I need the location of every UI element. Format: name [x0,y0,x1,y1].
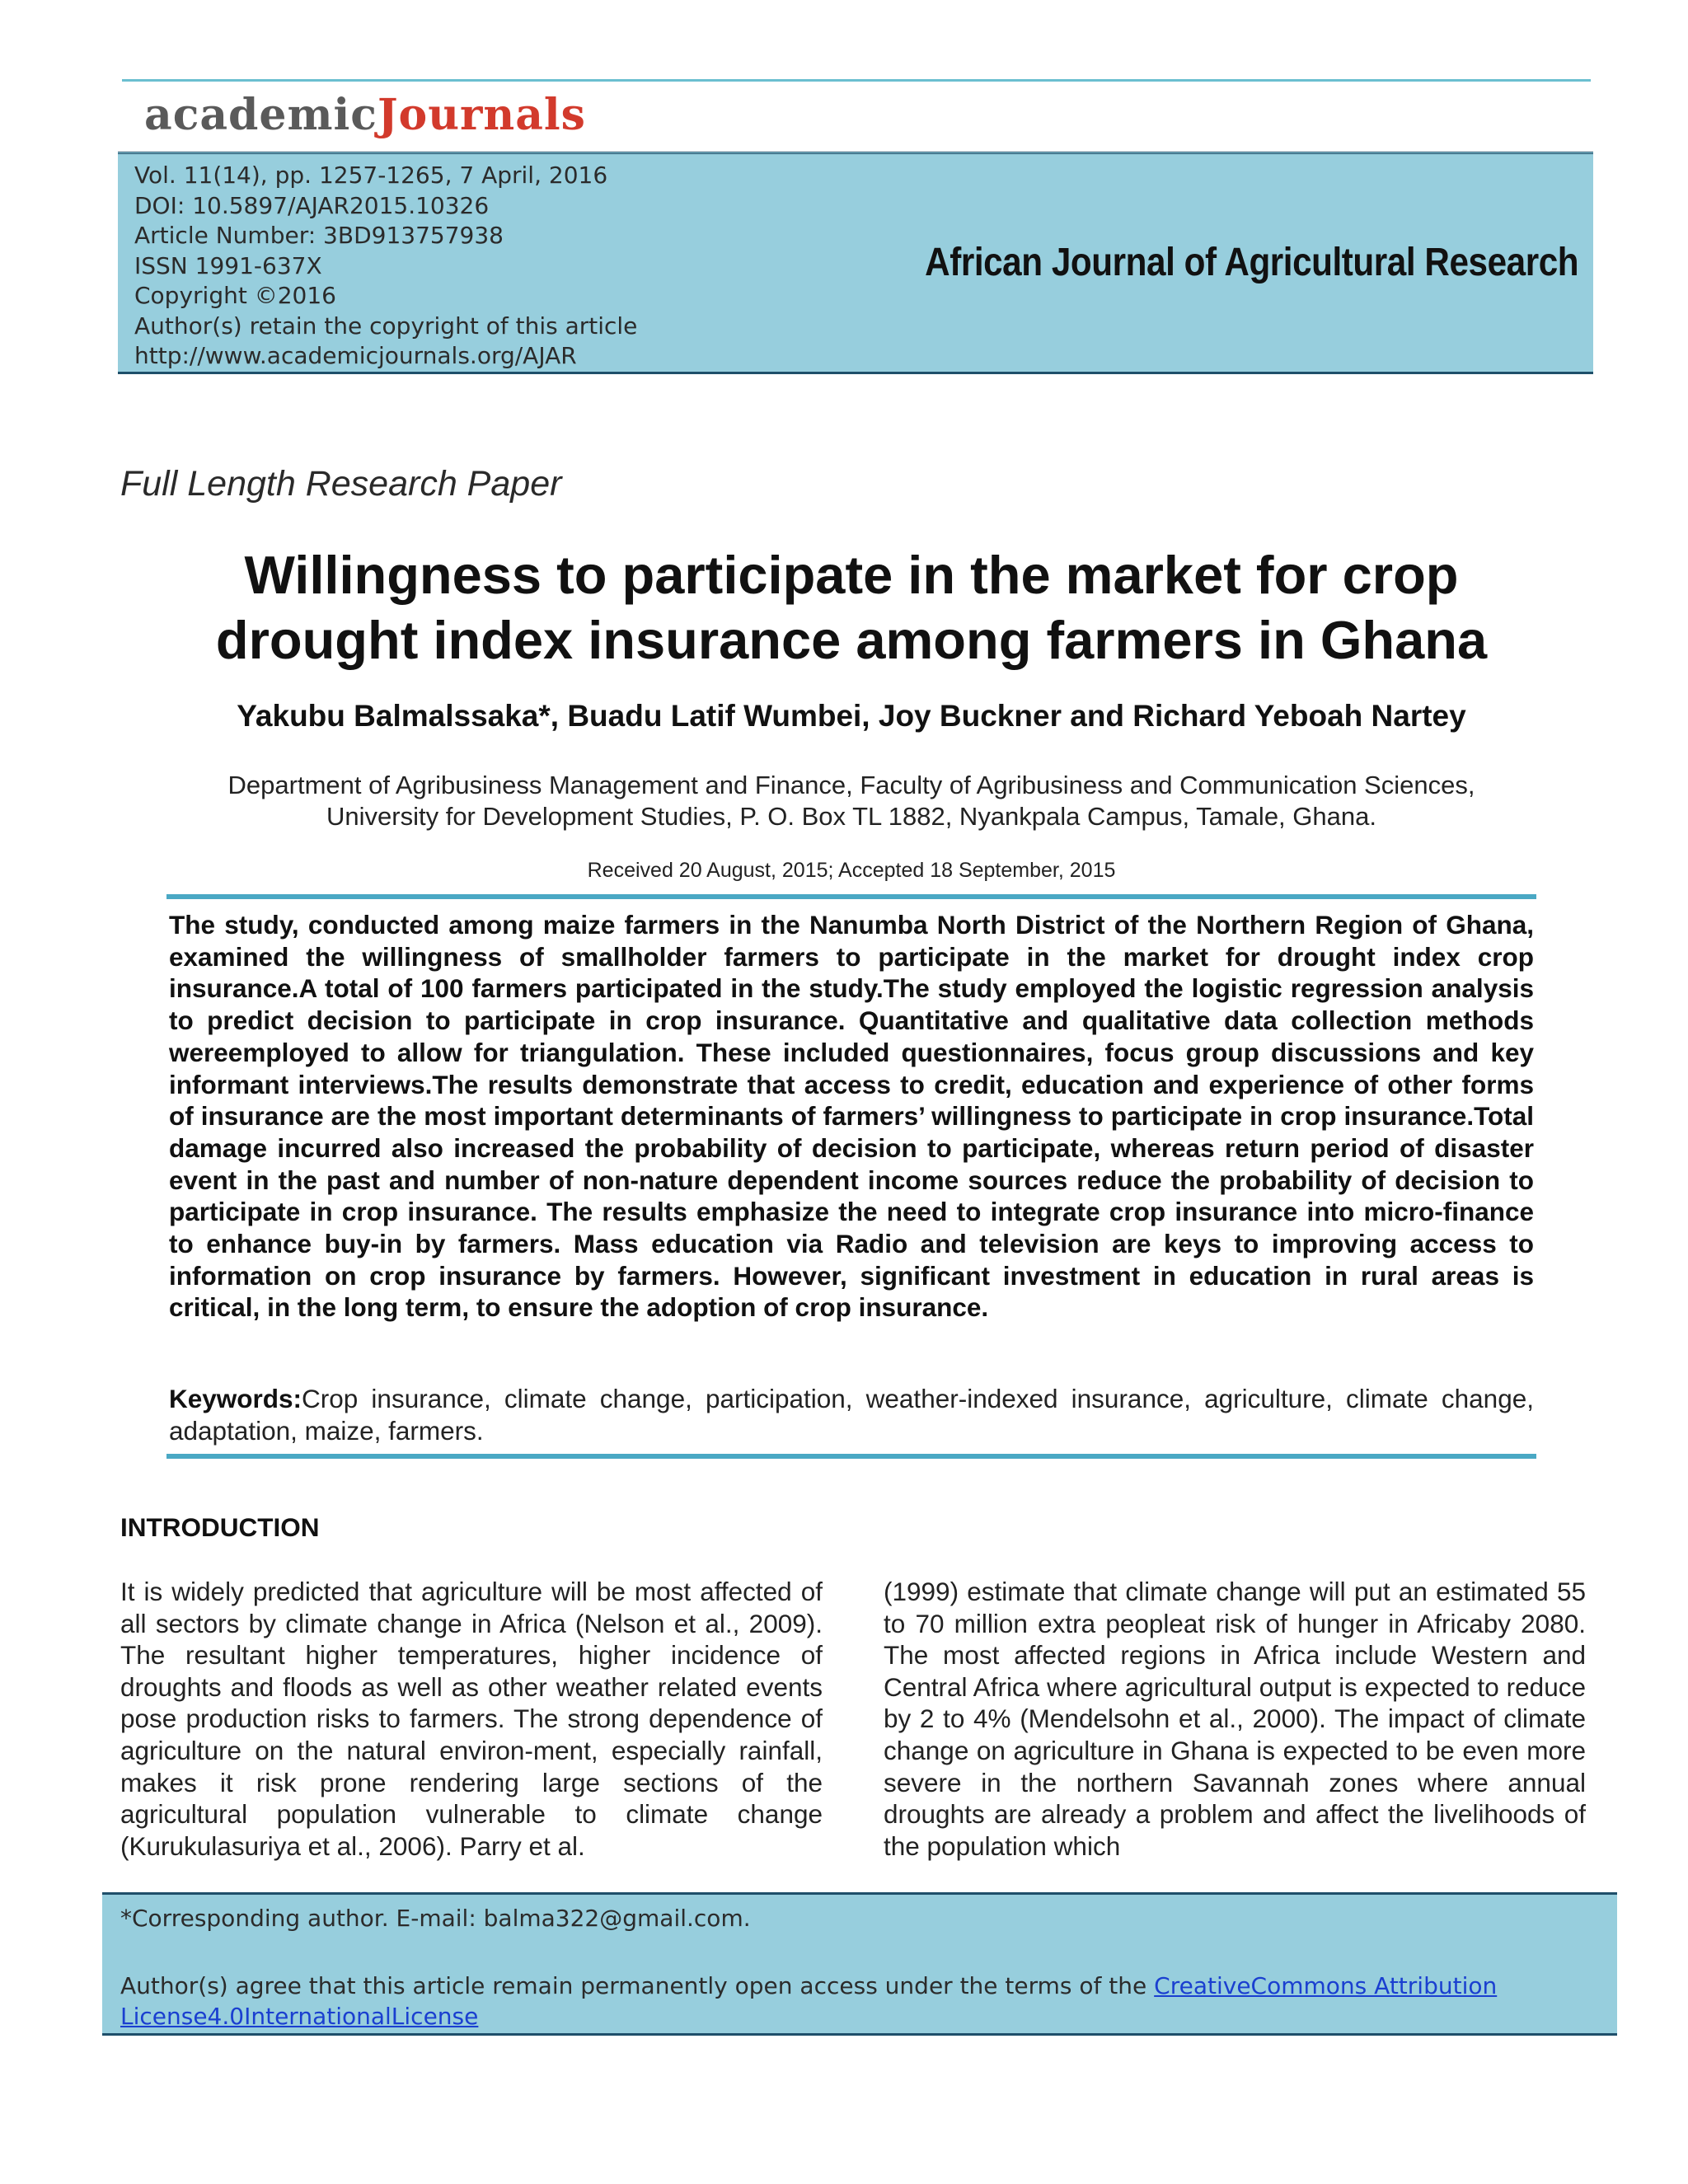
abstract-top-rule [166,894,1536,899]
publisher-logo [144,91,586,140]
meta-article-number: Article Number: 3BD913757938 [134,222,504,249]
abstract-text: The study, conducted among maize farmers in the Nanumba North District of the Northern Region of Ghana, examined the willingness of smallholder farmers to participate in the market for drought index crop insurance.A total of 100 farmers participated in the study.The study employed the logistic regression analysis to predict decision to participate in crop insurance. Quantitative and qualitative data collection methods wereemployed to allow for triangulation. These included questionnaires, focus group discussions and key informant interviews.The results demonstrate that access to credit, education and experience of other forms of insurance are the most important determinants of farmers’ willingness to participate in crop insurance.Total damage incurred also increased the probability of decision to participate, whereas return period of disaster event in the past and number of non-nature dependent income sources reduce the probability of decision to participate in crop insurance. The results emphasize the need to integrate crop insurance into micro-finance to enhance buy-in by farmers. Mass education via Radio and television are keys to improving access to information on crop insurance by farmers. However, significant investment in education in rural areas is critical, in the long term, to ensure the adoption of crop insurance. [169,910,1534,1323]
meta-copyright: Copyright ©2016 [134,282,336,309]
meta-volume: Vol. 11(14), pp. 1257-1265, 7 April, 2016 [134,162,608,189]
license-link-part-2[interactable]: License4.0InternationalLicense [120,2003,479,2030]
article-meta [134,161,637,372]
logo-prefix: academic [144,90,377,140]
logo-suffix: Journals [377,90,586,140]
keywords-block [169,1383,1534,1446]
footer-band [102,1892,1617,2036]
intro-left-column: It is widely predicted that agriculture will be most affected of all sectors by climate change in Africa (Nelson et al., 2009). The resultant higher temperatures, higher incidence of droughts and floods as well as other weather related events pose production risks to farmers. The strong dependence of agriculture on the natural environ-ment, especially rainfall, makes it risk prone rendering large sections of the agricultural population vulnerable to climate change (Kurukulasuriya et al., 2006). Parry et al. [120,1577,823,1861]
journal-header-band [118,152,1593,374]
section-heading-introduction: INTRODUCTION [120,1512,320,1542]
received-accepted-dates: Received 20 August, 2015; Accepted 18 September, 2015 [587,859,1116,882]
keywords-label: Keywords: [169,1384,302,1413]
meta-issn: ISSN 1991-637X [134,251,322,279]
affiliation-line-2: University for Development Studies, P. O. Box TL 1882, Nyankpala Campus, Tamale, Ghana. [326,802,1376,831]
corresponding-author: *Corresponding author. E-mail: balma322@gmail.com. [120,1905,751,1932]
license-notice [120,1971,1604,2032]
affiliation [99,770,1604,832]
intro-right-column: (1999) estimate that climate change will put an estimated 55 to 70 million extra peopleat risk of hunger in Africaby 2080. The most affected regions in Africa include Western and Central Africa where agricultural output is expected to reduce by 2 to 4% (Mendelsohn et al., 2000). The impact of climate change on agriculture in Ghana is expected to be even more severe in the northern Savannah zones where annual droughts are already a problem and affect the livelihoods of the population which [884,1577,1586,1861]
keywords-text: Crop insurance, climate change, participation, weather-indexed insurance, agriculture, climate change, adaptation, maize, farmers. [169,1384,1534,1446]
license-text: Author(s) agree that this article remain permanently open access under the terms of the [120,1972,1155,1999]
affiliation-line-1: Department of Agribusiness Management and Finance, Faculty of Agribusiness and Communication Sciences, [227,771,1475,799]
license-link-part-1[interactable]: CreativeCommons Attribution [1154,1972,1498,1999]
meta-doi: DOI: 10.5897/AJAR2015.10326 [134,191,490,219]
meta-url[interactable]: http://www.academicjournals.org/AJAR [134,342,577,369]
paper-type: Full Length Research Paper [120,464,562,504]
abstract-bottom-rule [166,1454,1536,1459]
author-list: Yakubu Balmalssaka*, Buadu Latif Wumbei, Joy Buckner and Richard Yeboah Nartey [237,699,1466,733]
journal-title: African Journal of Agricultural Research [925,241,1578,284]
paper-title-line-1: Willingness to participate in the market for crop [244,545,1459,605]
paper-title [99,542,1604,673]
header-top-rule [122,79,1591,82]
paper-title-line-2: drought index insurance among farmers in Ghana [215,610,1488,670]
meta-rights: Author(s) retain the copyright of this article [134,312,638,340]
